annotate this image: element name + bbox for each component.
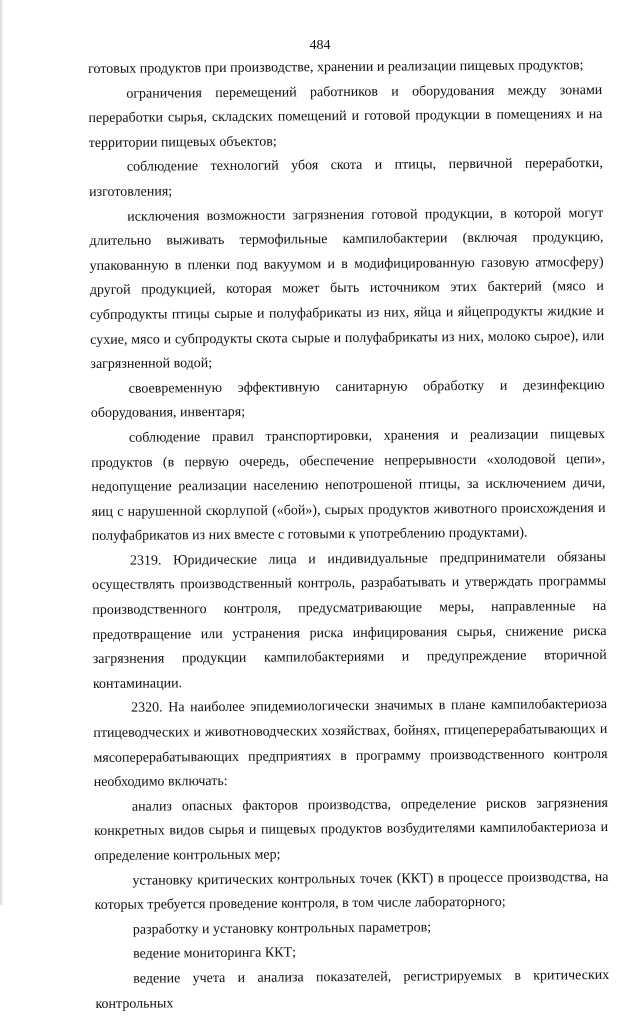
paragraph: готовых продуктов при производстве, хранении и реализации пищевых продуктов;	[88, 58, 584, 77]
paragraph: соблюдение правил транспортировки, хранения и реализации пищевых продуктов (в первую очередь, обеспечение непрерывности «холодовой цепи», недопущение реализации населению непотрошеной птицы, за исключением дичи, яиц с нарушенной скорлупой («бой»), сырых продуктов животного происхождения и полуфабрикатов из них вместе с готовыми к употреблению продуктами).	[91, 426, 606, 545]
paragraph: своевременную эффективную санитарную обработку и дезинфекцию оборудования, инвентаря;	[90, 377, 605, 422]
page-scan-edge	[0, 0, 4, 905]
paragraph: соблюдение технологий убоя скота и птицы, первичной переработки, изготовления;	[88, 156, 603, 200]
paragraph: ведение мониторинга ККТ;	[132, 945, 297, 963]
page-number: 484	[309, 38, 331, 53]
paragraph: ведение учета и анализа показателей, регистрируемых в критических контрольных	[95, 967, 610, 1012]
paragraph: 2320. На наиболее эпидемиологически значимых в плане кампилобактериоза птицеводческих и животноводческих хозяйствах, бойнях, птицеперерабатывающих и мясоперерабатывающих предприятиях в программу производственного контроля необходимо включать:	[93, 697, 608, 791]
paragraph: ограничения перемещений работников и оборудования между зонами переработки сырья, складских помещений и готовой продукции в помещениях и на территории пищевых объектов;	[88, 82, 603, 151]
paragraph: разработку и установку контрольных параметров;	[132, 920, 432, 938]
paragraph: анализ опасных факторов производства, определение рисков загрязнения конкретных видов сырья и пищевых продуктов возбудителями кампилобактериоза и определение контрольных мер;	[94, 795, 609, 864]
document-body	[88, 54, 610, 1017]
paragraph: исключения возможности загрязнения готовой продукции, в которой могут длительно выживать термофильные кампилобактерии (включая продукцию, упакованную в пленки под вакуумом и в модифицированную газовую атмосферу) другой продукцией, которая может быть источником этих бактерий (мясо и субпродукты птицы сырые и полуфабрикаты из них, яйца и яйцепродукты жидкие и сухие, мясо и субпродукты скота сырые и полуфабрикаты из них, молоко сырое), или загрязненной водой;	[89, 205, 605, 373]
paragraph: 2319. Юридические лица и индивидуальные предприниматели обязаны осуществлять производственный контроль, разрабатывать и утверждать программы производственного контроля, предусматривающие меры, направленные на предотвращение или устранения риска инфицирования сырья, снижение риска загрязнения продукции кампилобактериями и предупреждение вторичной контаминации.	[92, 549, 607, 692]
paragraph: установку критических контрольных точек (ККТ) в процессе производства, на которых требуется проведение контроля, в том числе лабораторного;	[94, 869, 609, 914]
